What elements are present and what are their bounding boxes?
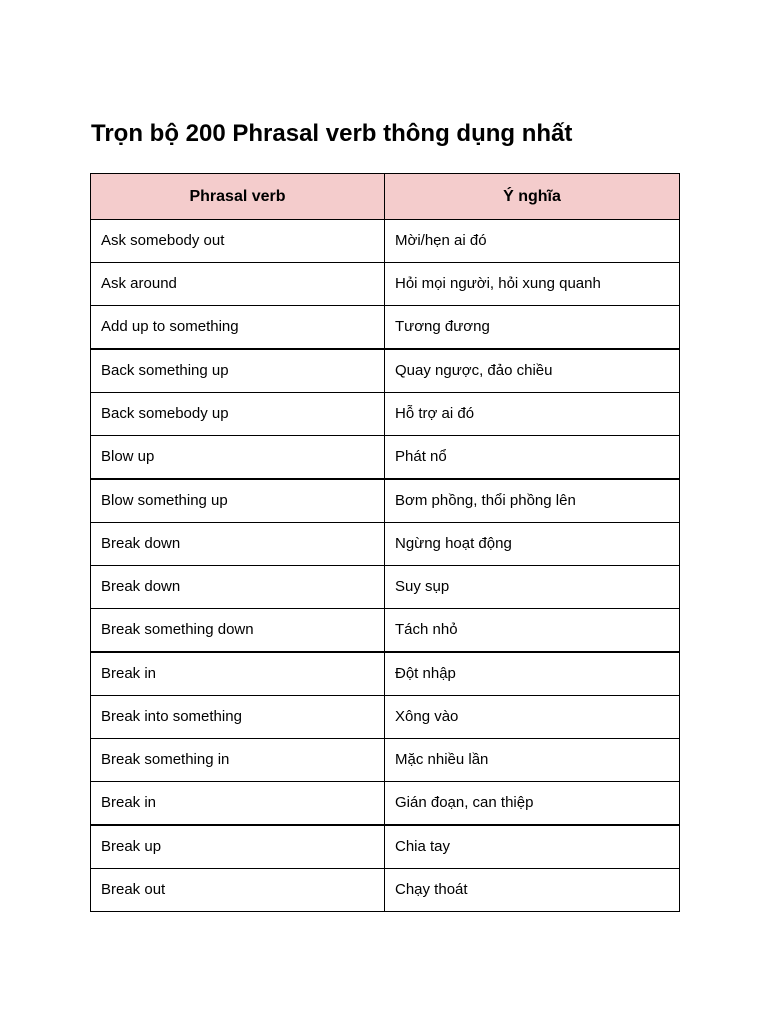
meaning-cell: Hỏi mọi người, hỏi xung quanh [385, 263, 680, 306]
phrasal-verb-cell: Break out [91, 869, 385, 912]
phrasal-verb-cell: Back something up [91, 349, 385, 393]
meaning-cell: Gián đoạn, can thiệp [385, 782, 680, 826]
table-row [91, 782, 680, 826]
phrasal-verb-cell: Ask somebody out [91, 220, 385, 263]
phrasal-verb-cell: Break down [91, 523, 385, 566]
table-row [91, 479, 680, 523]
phrasal-verb-cell: Ask around [91, 263, 385, 306]
meaning-cell: Chia tay [385, 825, 680, 869]
meaning-cell: Ngừng hoạt động [385, 523, 680, 566]
phrasal-verb-cell: Blow something up [91, 479, 385, 523]
phrasal-verb-cell: Break up [91, 825, 385, 869]
phrasal-verb-cell: Back somebody up [91, 393, 385, 436]
table-row [91, 220, 680, 263]
meaning-cell: Chạy thoát [385, 869, 680, 912]
meaning-cell: Xông vào [385, 696, 680, 739]
table-row [91, 393, 680, 436]
page-title: Trọn bộ 200 Phrasal verb thông dụng nhất [91, 120, 573, 147]
meaning-cell: Bơm phồng, thổi phồng lên [385, 479, 680, 523]
phrasal-verb-cell: Break something in [91, 739, 385, 782]
phrasal-verb-cell: Add up to something [91, 306, 385, 350]
meaning-cell: Quay ngược, đảo chiều [385, 349, 680, 393]
meaning-cell: Tách nhỏ [385, 609, 680, 653]
phrasal-verb-cell: Break in [91, 652, 385, 696]
table-row [91, 263, 680, 306]
table-header-row [91, 174, 680, 220]
meaning-cell: Tương đương [385, 306, 680, 350]
meaning-cell: Mặc nhiều lần [385, 739, 680, 782]
phrasal-verb-cell: Break in [91, 782, 385, 826]
meaning-cell: Phát nổ [385, 436, 680, 480]
meaning-cell: Đột nhập [385, 652, 680, 696]
table-row [91, 696, 680, 739]
meaning-cell: Mời/hẹn ai đó [385, 220, 680, 263]
column-header-phrasal-verb: Phrasal verb [91, 174, 385, 220]
table-row [91, 523, 680, 566]
phrasal-verb-cell: Blow up [91, 436, 385, 480]
meaning-cell: Suy sụp [385, 566, 680, 609]
phrasal-verb-table [90, 173, 680, 912]
table-row [91, 566, 680, 609]
table-row [91, 739, 680, 782]
table-body [91, 220, 680, 912]
column-header-meaning: Ý nghĩa [385, 174, 680, 220]
table-row [91, 436, 680, 480]
meaning-cell: Hỗ trợ ai đó [385, 393, 680, 436]
table-row [91, 825, 680, 869]
phrasal-verb-cell: Break something down [91, 609, 385, 653]
table-row [91, 609, 680, 653]
table-row [91, 652, 680, 696]
phrasal-verb-cell: Break into something [91, 696, 385, 739]
table-row [91, 869, 680, 912]
table-row [91, 349, 680, 393]
phrasal-verb-cell: Break down [91, 566, 385, 609]
table-row [91, 306, 680, 350]
